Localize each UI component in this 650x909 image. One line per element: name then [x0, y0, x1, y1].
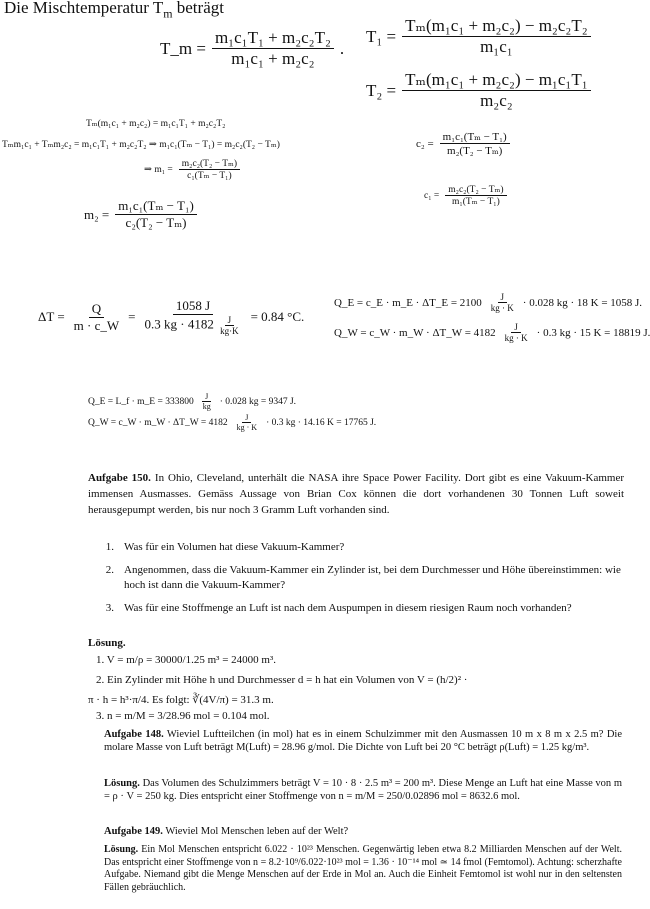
qw-formula-1: Q_W = c_W · m_W · ΔT_W = 4182 $\frac{J}{kg \cdot K}$ · 0.3 kg · 15 K = 18819 J. [334, 322, 650, 343]
aufgabe-148-text: Wieviel Luftteilchen (in mol) hat es in einem Schulzimmer mit den Ausmassen 10 m x 8 m x 2.5 m? Die molare Masse von Luft beträgt M(Luft) = 28.96 g/mol. Die Dichte von Luft bei 20 °C beträgt ρ(Luft) = 1.25 kg/m³. [104, 729, 623, 753]
c2-formula: c₂ = $\frac{\text{m₁c₁(Tₘ − T₁)}}{\text{m₂(T₂ − Tₘ)}}$ [416, 130, 510, 157]
aufgabe-148-title: Aufgabe 148. [104, 729, 164, 740]
derivation-line-1: Tₘ(m₁c₁ + m₂c₂) = m₁c₁T₁ + m₂c₂T₂ [86, 119, 226, 129]
loesung-150-1: 1. V = m/ρ = 30000/1.25 m³ = 24000 m³. [96, 654, 277, 666]
qw-formula-2: Q_W = c_W · m_W · ΔT_W = 4182 $\frac{J}{kg \cdot K}$ · 0.3 kg · 14.16 K = 17765 J. [88, 413, 377, 432]
loesung-150-title: Lösung. [88, 637, 126, 649]
aufgabe-150-text: In Ohio, Cleveland, unterhält die NASA ihre Space Power Facility. Dort gibt es eine Vakuum-Kammer immensen Ausmasses. Gemäss Aussage von Brian Cox können die dort vorhandenen 30 Tonnen Luft soweit herausgepumpt werden, bis nur noch 3 Gramm Luft vorhanden sind. [88, 472, 624, 516]
qe-formula-1: Q_E = c_E · m_E · ΔT_E = 2100 $\frac{J}{kg \cdot K}$ · 0.028 kg · 18 K = 1058 J. [334, 292, 643, 313]
question-item: 3. Was für eine Stoffmenge an Luft ist nach dem Auspumpen in diesem riesigen Raum noch vorhanden? [105, 602, 572, 614]
qe-formula-2: Q_E = L_f · m_E = 333800 $\frac{J}{kg}$ · 0.028 kg = 9347 J. [88, 392, 297, 411]
loesung-150-2a: 2. Ein Zylinder mit Höhe h und Durchmesser d = h hat ein Volumen von V = (h/2)² · [96, 674, 468, 686]
loesung-150-2b: π · h = h³·π/4. Es folgt: ∛(4V/π) = 31.3 m. [88, 694, 274, 706]
question-item: 1. Was für ein Volumen hat diese Vakuum-Kammer? [105, 541, 345, 553]
t1-formula: T₁ = $\frac{\text{Tₘ(m₁c₁ + m₂c₂) − m₂c₂T₂}}{\text{m₁c₁}}$ [366, 16, 591, 57]
tm-formula: T_m = $\frac{\text{m₁c₁T₁ + m₂c₂T₂}}{\text{m₁c₁ + m₂c₂}}$ . [160, 28, 345, 68]
derivation-line-3: ⇒ m₁ = $\frac{\text{m₂c₂(T₂ − Tₘ)}}{\text{c₁(Tₘ − T₁)}}$ [144, 158, 240, 181]
loesung-148: Lösung. Das Volumen des Schulzimmers beträgt V = 10 · 8 · 2.5 m³ = 200 m³. Diese Menge an Luft hat eine Masse von m = ρ · V = 250 kg. Dies entspricht einer Stoffmenge von n = m/M = 250/0.02896 mol = 8632.6 mol. [104, 778, 623, 802]
loesung-150-3: 3. n = m/M = 3/28.96 mol = 0.104 mol. [96, 710, 270, 722]
m2-formula: m₂ = $\frac{\text{m₁c₁(Tₘ − T₁)}}{\text{c₂(T₂ − Tₘ)}}$ [84, 198, 197, 231]
question-item: 2. Angenommen, dass die Vakuum-Kammer ein Zylinder ist, bei dem Durchmesser und Höhe übereinstimmen: wie hoch ist dann die Vakuum-Kammer? [105, 564, 621, 591]
c1-formula: c₁ = $\frac{\text{m₂c₂(T₂ − Tₘ)}}{\text{m₁(Tₘ − T₁)}}$ [424, 184, 507, 207]
aufgabe-149-text: Wieviel Mol Menschen leben auf der Welt? [165, 826, 349, 837]
aufgabe-150-questions [100, 540, 622, 616]
delta-t-formula: ΔT = $\frac{Q}{m \cdot c\_W}$ = 1058 J 0.3 kg · 4182 $\frac{J}{kg\cdot K}$ = 0.84 °C. [38, 298, 305, 336]
loesung-149: Lösung. Ein Mol Menschen entspricht 6.022 · 10²³ Menschen. Gegenwärtig leben etwa 8.2 Milliarden Menschen auf der Welt. Das entspricht einer Stoffmenge von n = 8.2·10⁹/6.022·10²³ mol = 1.36 · 10⁻¹⁴ mol ≃ 14 fmol (Femtomol). Achtung: scherzhafte Aufgabe. Niemand gibt die Menge Menschen auf der Erde in Mol an. Auch die Einheit Femtomol ist wohl nur in den seltensten Fällen gebräuchlich. [104, 844, 622, 893]
derivation-line-2: Tₘm₁c₁ + Tₘm₂c₂ = m₁c₁T₁ + m₂c₂T₂ ⇒ m₁c₁(Tₘ − T₁) = m₂c₂(T₂ − Tₘ) [2, 140, 280, 150]
aufgabe-150 [88, 470, 624, 518]
heading: Die Mischtemperatur $T_m$ beträgt [4, 0, 224, 21]
aufgabe-148 [104, 728, 622, 754]
t2-formula: T₂ = $\frac{\text{Tₘ(m₁c₁ + m₂c₂) − m₁c₁T₁}}{\text{m₂c₂}}$ [366, 70, 591, 111]
aufgabe-149 [104, 826, 622, 837]
aufgabe-149-title: Aufgabe 149. [104, 826, 163, 837]
aufgabe-150-title: Aufgabe 150. [88, 472, 151, 484]
